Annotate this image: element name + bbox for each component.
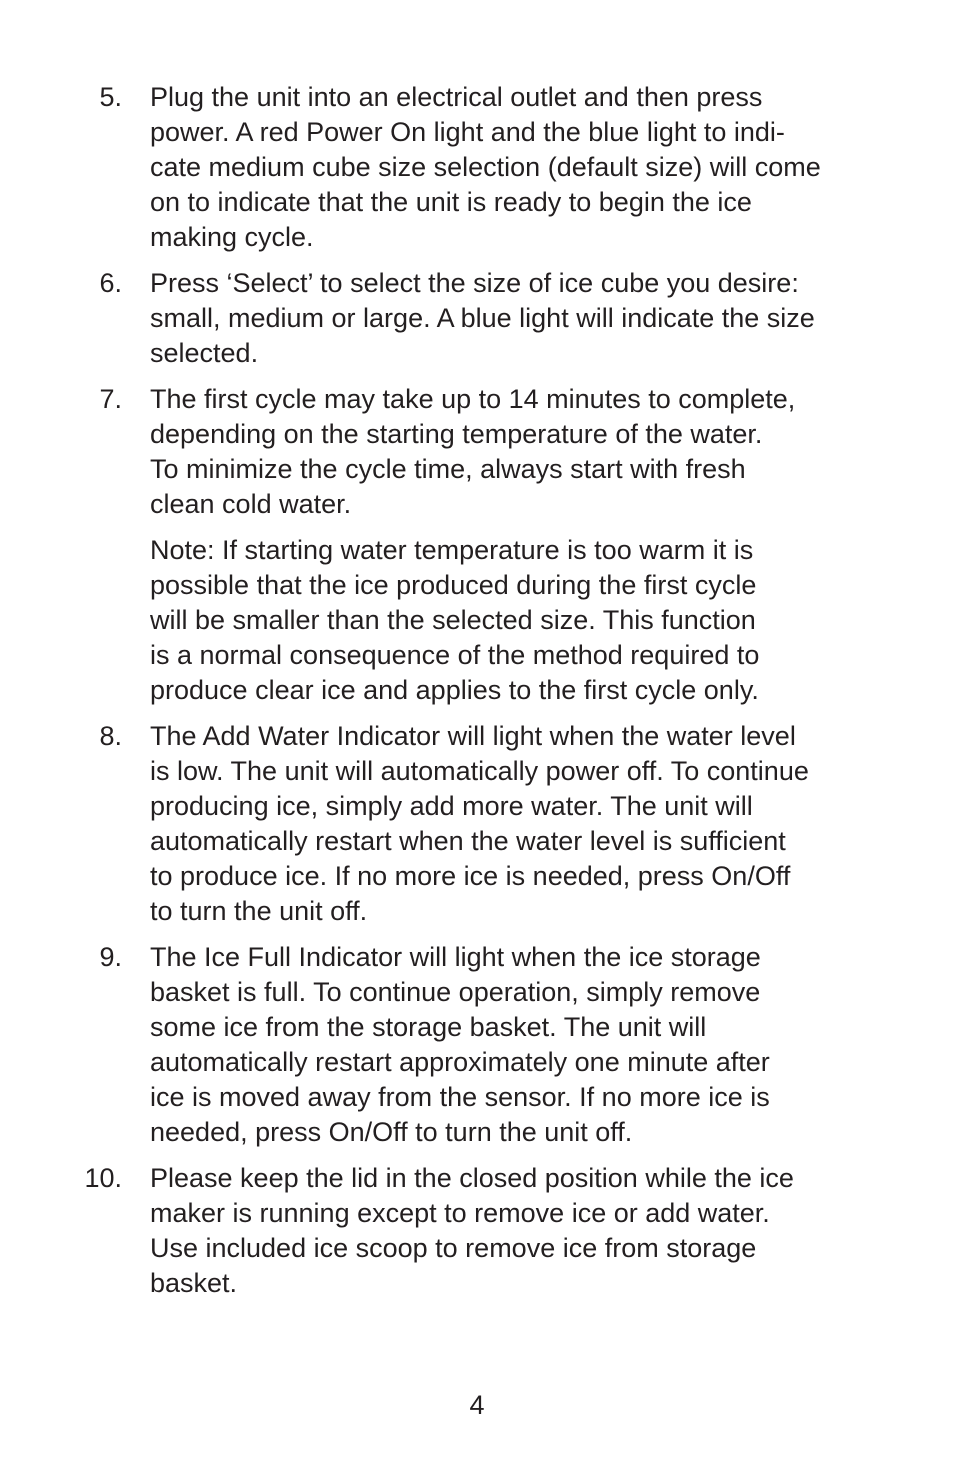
item-number: 9.	[99, 942, 122, 972]
item-number: 8.	[99, 721, 122, 751]
item-text-line: to produce ice. If no more ice is needed, press On/Off	[150, 861, 791, 891]
item-number: 6.	[99, 268, 122, 298]
item-text-line: producing ice, simply add more water. The unit will	[150, 791, 753, 821]
item-text-line: basket.	[150, 1268, 238, 1298]
item-text-line: The Ice Full Indicator will light when the ice storage	[150, 942, 761, 972]
list-item	[0, 266, 870, 371]
item-text-line: some ice from the storage basket. The unit will	[150, 1012, 707, 1042]
item-number: 7.	[99, 384, 122, 414]
list-item	[0, 719, 870, 929]
page-number: 4	[469, 1390, 485, 1420]
item-text-line: The first cycle may take up to 14 minutes to complete,	[150, 384, 796, 414]
item-text-line: on to indicate that the unit is ready to begin the ice	[150, 187, 752, 217]
item-text-line: making cycle.	[150, 222, 314, 252]
item-text-line: to turn the unit off.	[150, 896, 368, 926]
item-text-line: automatically restart approximately one minute after	[150, 1047, 770, 1077]
item-text-line: depending on the starting temperature of the water.	[150, 419, 763, 449]
note-text-line: Note: If starting water temperature is too warm it is	[150, 535, 754, 565]
list-item	[0, 382, 870, 708]
note-text-line: will be smaller than the selected size. This function	[150, 605, 756, 635]
list-item	[0, 1161, 870, 1301]
item-text-line: clean cold water.	[150, 489, 352, 519]
item-text-line: automatically restart when the water level is sufficient	[150, 826, 786, 856]
instruction-list	[0, 80, 954, 1312]
item-text-line: needed, press On/Off to turn the unit off.	[150, 1117, 633, 1147]
list-item	[0, 940, 870, 1150]
item-text-line: Use included ice scoop to remove ice from storage	[150, 1233, 757, 1263]
item-text-line: is low. The unit will automatically power off. To continue	[150, 756, 809, 786]
note-text-line: is a normal consequence of the method required to	[150, 640, 760, 670]
note-text-line: possible that the ice produced during the first cycle	[150, 570, 757, 600]
item-text-line: maker is running except to remove ice or add water.	[150, 1198, 770, 1228]
item-text-line: power. A red Power On light and the blue light to indi-	[150, 117, 785, 147]
item-number: 5.	[99, 82, 122, 112]
item-text-line: Press ‘Select’ to select the size of ice cube you desire:	[150, 268, 799, 298]
item-text-line: selected.	[150, 338, 259, 368]
note-text-line: produce clear ice and applies to the first cycle only.	[150, 675, 759, 705]
item-text-line: small, medium or large. A blue light will indicate the size	[150, 303, 815, 333]
item-text-line: To minimize the cycle time, always start with fresh	[150, 454, 746, 484]
item-text-line: The Add Water Indicator will light when the water level	[150, 721, 796, 751]
list-item	[0, 80, 870, 255]
item-number: 10.	[84, 1163, 122, 1193]
note-paragraph	[150, 533, 870, 708]
item-text-line: Plug the unit into an electrical outlet and then press	[150, 82, 763, 112]
item-text-line: ice is moved away from the sensor. If no more ice is	[150, 1082, 770, 1112]
item-text-line: basket is full. To continue operation, simply remove	[150, 977, 761, 1007]
item-text-line: Please keep the lid in the closed position while the ice	[150, 1163, 794, 1193]
item-text-line: cate medium cube size selection (default size) will come	[150, 152, 821, 182]
